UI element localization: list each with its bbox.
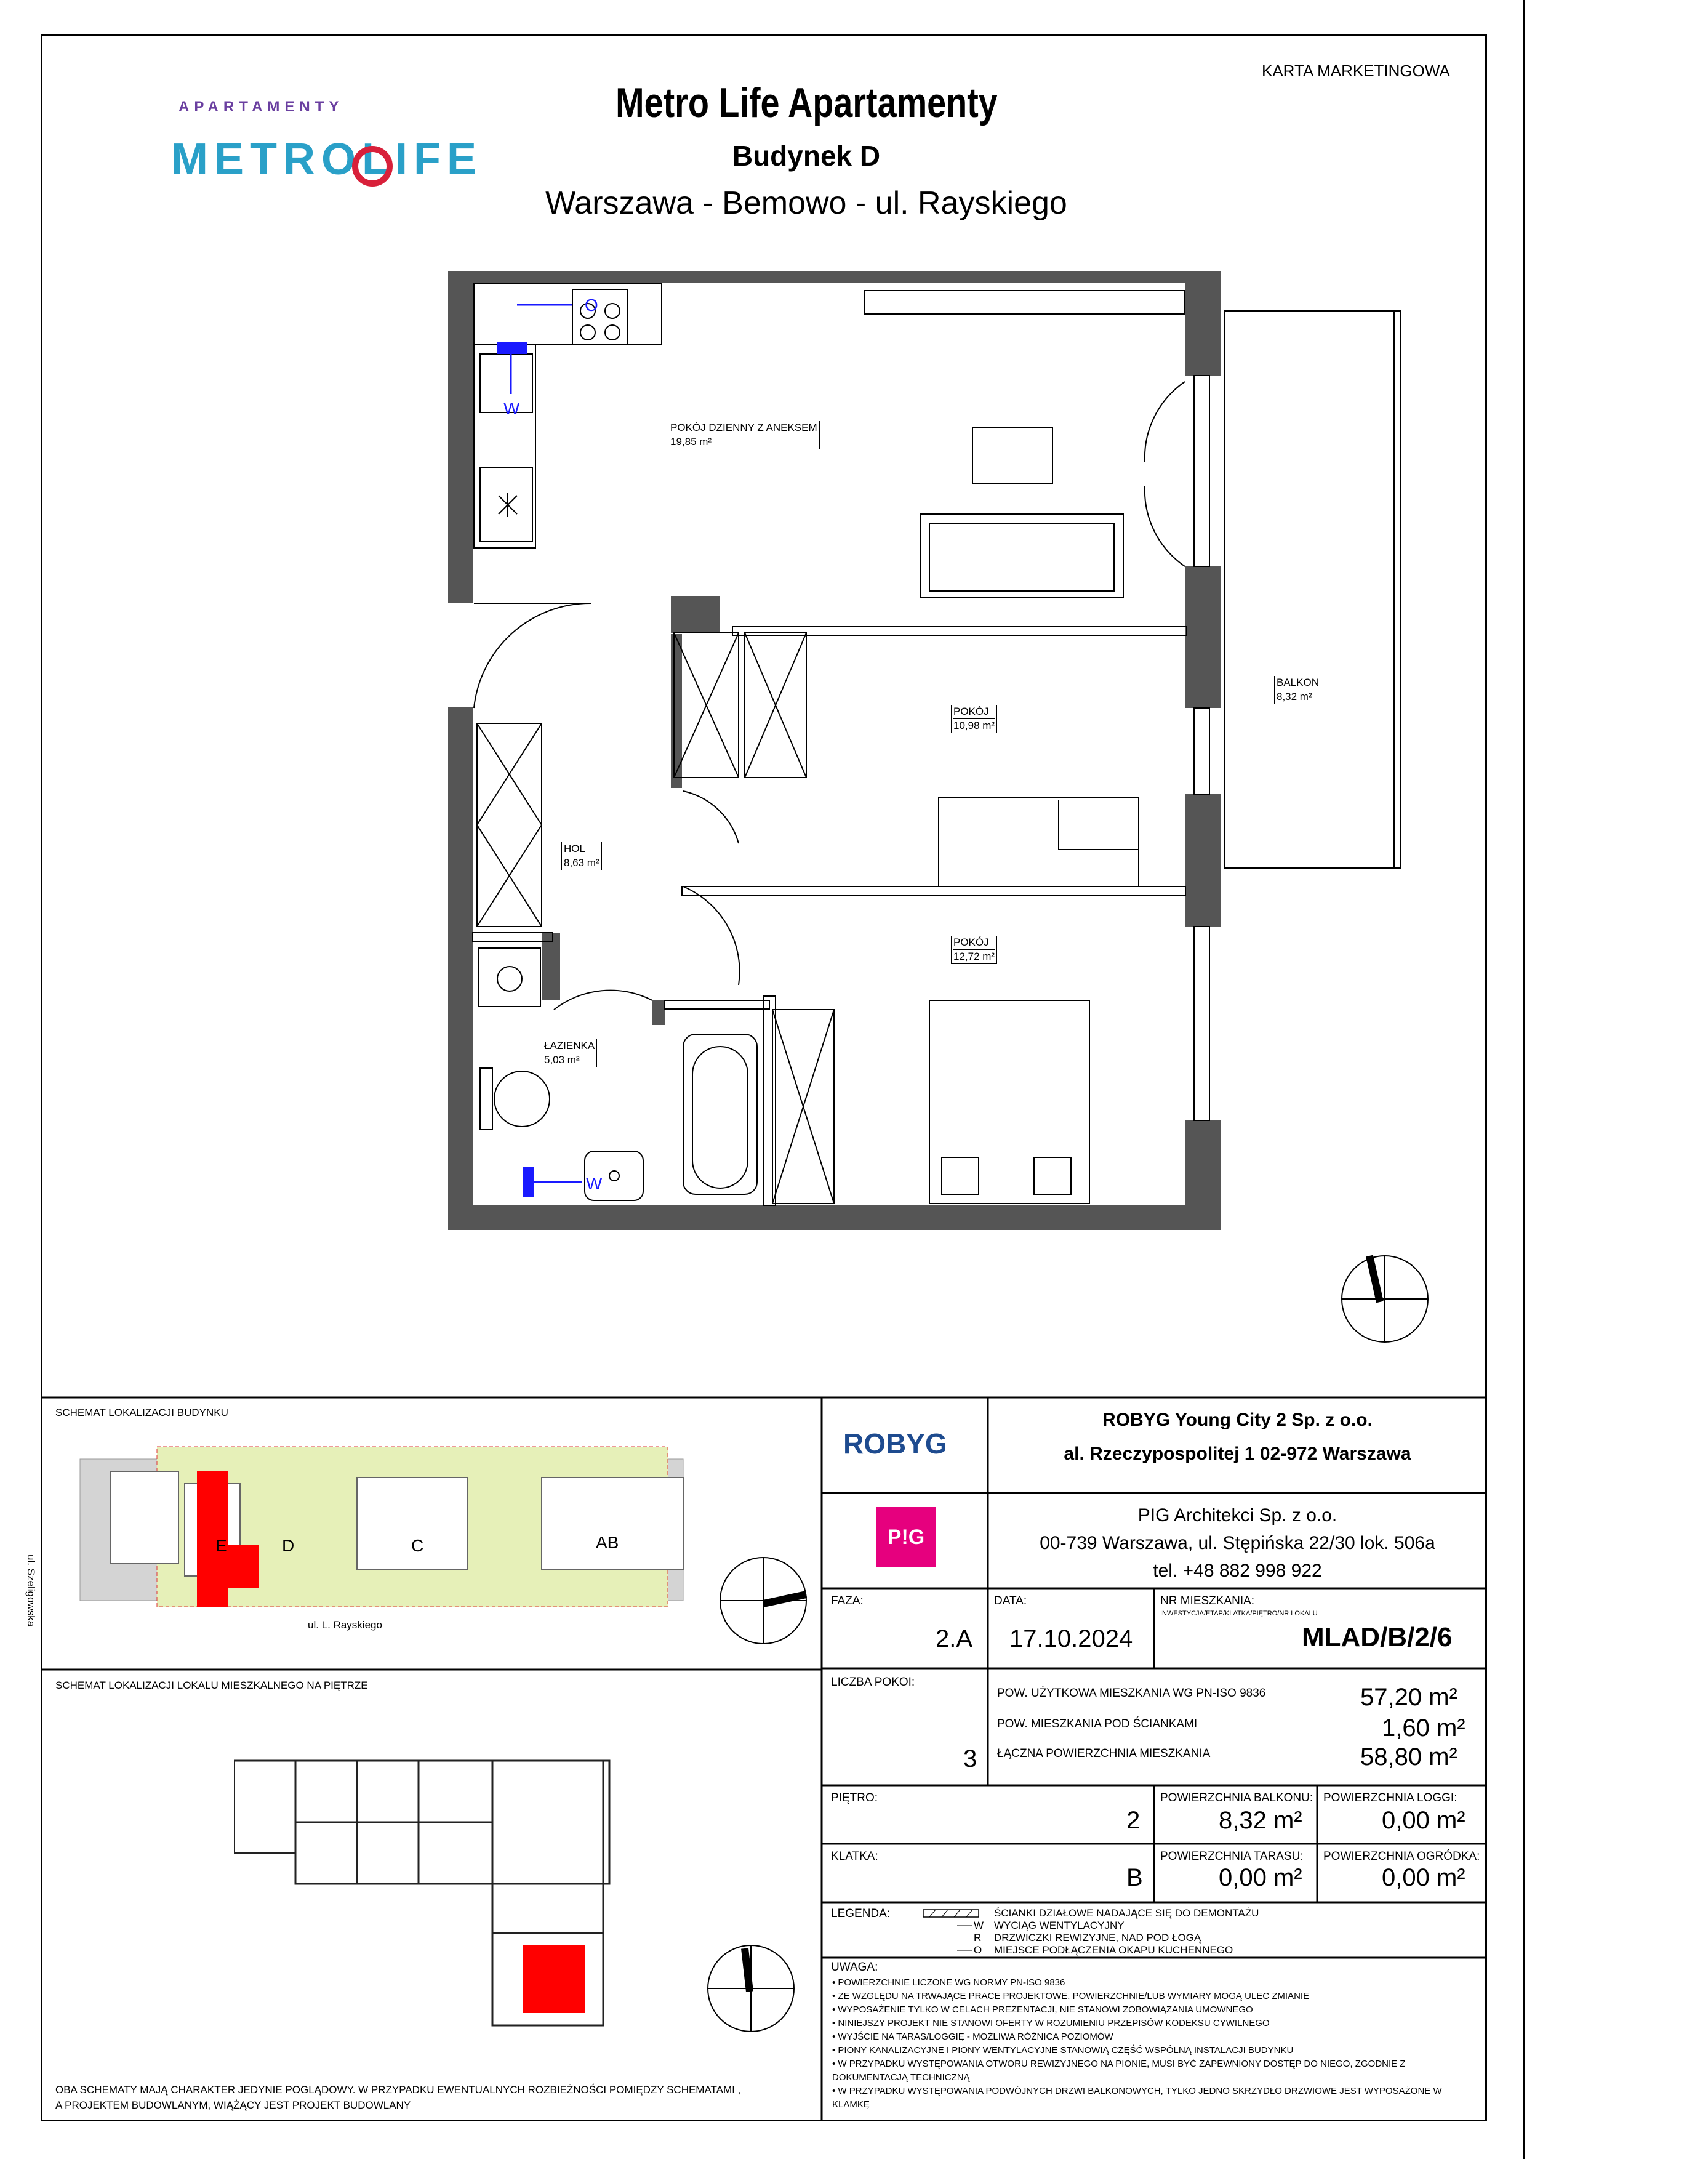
- floor-schema-map: [234, 1748, 640, 2032]
- floor-label: PIĘTRO:: [831, 1791, 878, 1804]
- room-name: POKÓJ DZIENNY Z ANEKSEM: [670, 421, 817, 435]
- nr-label: NR MIESZKANIA:: [1160, 1594, 1255, 1607]
- notes-list: [832, 1976, 1481, 2112]
- terrace-value: 0,00 m²: [1219, 1864, 1302, 1891]
- legend-item-3: DRZWICZKI REWIZYJNE, NAD POD ŁOGĄ: [994, 1932, 1201, 1944]
- garden-value: 0,00 m²: [1382, 1864, 1465, 1891]
- page-title-text: Metro Life Apartamenty: [615, 79, 998, 126]
- note-text: ZE WZGLĘDU NA TRWAJĄCE PRACE PROJEKTOWE, POWIERZCHNIE/LUB WYMIARY MOGĄ ULEC ZMIANIE: [838, 1991, 1310, 2001]
- note-text: WYJŚCIE NA TARAS/LOGGIĘ - MOŻLIWA RÓŻNICA POZIOMÓW: [838, 2032, 1113, 2042]
- room-area: 10,98 m²: [953, 720, 995, 731]
- address: Warszawa - Bemowo - ul. Rayskiego: [545, 185, 1067, 221]
- data-label: DATA:: [994, 1594, 1027, 1607]
- terrace-label: POWIERZCHNIA TARASU:: [1160, 1850, 1304, 1863]
- building-label-d: D: [282, 1536, 295, 1555]
- faza-value: 2.A: [936, 1625, 973, 1652]
- notes-label: UWAGA:: [831, 1961, 878, 1974]
- logo-subtitle: APARTAMENTY: [178, 99, 344, 115]
- note-item: • NINIEJSZY PROJEKT NIE STANOWI OFERTY W ROZUMIENIU PRZEPISÓW KODEKSU CYWILNEGO: [832, 2018, 1270, 2028]
- floor-value: 2: [1126, 1807, 1141, 1834]
- legend-sym-w: W: [974, 1920, 984, 1931]
- area2-value: 1,60 m²: [1382, 1715, 1465, 1742]
- legend-sym-o: O: [974, 1944, 982, 1956]
- developer-name: ROBYG Young City 2 Sp. z o.o.: [1102, 1410, 1373, 1430]
- page-edge-line: [1523, 0, 1525, 2159]
- loggia-label: POWIERZCHNIA LOGGI:: [1323, 1791, 1457, 1804]
- street-left-label: ul. Szeligowska: [25, 1554, 37, 1627]
- site-schema-title: SCHEMAT LOKALIZACJI BUDYNKU: [55, 1407, 228, 1418]
- architect-address: 00-739 Warszawa, ul. Stępińska 22/30 lok. 506a: [1040, 1533, 1435, 1553]
- note-text: W PRZYPADKU WYSTĘPOWANIA OTWORU REWIZYJNEGO NA PIONIE, MUSI BYĆ ZAPEWNIONY DOSTĘP DO NIEGO, ZGODNIE Z DOKUMENTACJĄ TECHNICZNĄ: [832, 2059, 1406, 2083]
- note-text: PIONY KANALIZACYJNE I PIONY WENTYLACYJNE STANOWIĄ CZĘŚĆ WSPÓLNĄ INSTALACJI BUDYNKU: [838, 2045, 1294, 2056]
- note-item: • PIONY KANALIZACYJNE I PIONY WENTYLACYJNE STANOWIĄ CZĘŚĆ WSPÓLNĄ INSTALACJI BUDYNKU: [832, 2045, 1294, 2056]
- room-area: 19,85 m²: [670, 436, 712, 448]
- legend-sym-r: R: [974, 1932, 982, 1944]
- building-label-c: C: [411, 1536, 424, 1555]
- building-label-e: E: [215, 1536, 227, 1555]
- note-text: WYPOSAŻENIE TYLKO W CELACH PREZENTACJI, NIE STANOWI ZOBOWIĄZANIA UMOWNEGO: [838, 2004, 1253, 2015]
- site-compass-icon: [714, 1551, 812, 1650]
- building-label-ab: AB: [596, 1533, 619, 1552]
- architect-phone: tel. +48 882 998 922: [1153, 1561, 1322, 1581]
- room-name: BALKON: [1277, 676, 1319, 690]
- balcony-value: 8,32 m²: [1219, 1807, 1302, 1834]
- floor-schema-title: SCHEMAT LOKALIZACJI LOKALU MIESZKALNEGO NA PIĘTRZE: [55, 1679, 368, 1691]
- building-name: Budynek D: [732, 140, 881, 172]
- area1-value: 57,20 m²: [1360, 1684, 1457, 1711]
- robyg-logo: ROBYG: [843, 1428, 947, 1460]
- room-name: HOL: [564, 842, 599, 856]
- schema-note-2: A PROJEKTEM BUDOWLANYM, WIĄŻĄCY JEST PROJEKT BUDOWLANY: [55, 2099, 411, 2111]
- room-area: 5,03 m²: [544, 1054, 580, 1066]
- schema-note-1: OBA SCHEMATY MAJĄ CHARAKTER JEDYNIE POGLĄDOWY. W PRZYPADKU EWENTUALNYCH ROZBIEŻNOŚCI POMIĘDZY SCHEMATAMI ,: [55, 2084, 741, 2096]
- garden-label: POWIERZCHNIA OGRÓDKA:: [1323, 1850, 1480, 1863]
- developer-address: al. Rzeczypospolitej 1 02-972 Warszawa: [1064, 1444, 1411, 1464]
- note-item: • W PRZYPADKU WYSTĘPOWANIA OTWORU REWIZYJNEGO NA PIONIE, MUSI BYĆ ZAPEWNIONY DOSTĘP DO NIEGO, ZGODNIE Z DOKUMENTACJĄ TECHNICZNĄ: [832, 2059, 1406, 2083]
- rooms-label: LICZBA POKOI:: [831, 1676, 915, 1689]
- area3-value: 58,80 m²: [1360, 1743, 1457, 1771]
- legend-item-4: MIEJSCE PODŁĄCZENIA OKAPU KUCHENNEGO: [994, 1944, 1233, 1956]
- balcony-label: POWIERZCHNIA BALKONU:: [1160, 1791, 1313, 1804]
- rooms-value: 3: [963, 1745, 977, 1772]
- nr-sublabel: INWESTYCJA/ETAP/KLATKA/PIĘTRO/NR LOKALU: [1160, 1610, 1318, 1617]
- pig-logo: P!G: [876, 1507, 936, 1567]
- architect-name: PIG Architekci Sp. z o.o.: [1137, 1505, 1337, 1526]
- faza-label: FAZA:: [831, 1594, 864, 1607]
- vent-marker-bath: W: [586, 1174, 603, 1193]
- vent-marker-kitchen: W: [503, 399, 520, 418]
- note-item: • ZE WZGLĘDU NA TRWAJĄCE PRACE PROJEKTOWE, POWIERZCHNIE/LUB WYMIARY MOGĄ ULEC ZMIANIE: [832, 1991, 1310, 2001]
- room-area: 8,32 m²: [1277, 691, 1312, 702]
- stair-value: B: [1126, 1864, 1143, 1891]
- area3-label: ŁĄCZNA POWIERZCHNIA MIESZKANIA: [997, 1747, 1211, 1760]
- marketing-label: KARTA MARKETINGOWA: [1262, 62, 1450, 80]
- hood-marker: O: [585, 296, 598, 315]
- note-item: • WYPOSAŻENIE TYLKO W CELACH PREZENTACJI, NIE STANOWI ZOBOWIĄZANIA UMOWNEGO: [832, 2004, 1253, 2015]
- legend-item-2: WYCIĄG WENTYLACYJNY: [994, 1920, 1125, 1931]
- stair-label: KLATKA:: [831, 1850, 878, 1863]
- room-name: POKÓJ: [953, 936, 995, 950]
- street-bottom-label: ul. L. Rayskiego: [308, 1619, 382, 1631]
- note-item: • WYJŚCIE NA TARAS/LOGGIĘ - MOŻLIWA RÓŻNICA POZIOMÓW: [832, 2032, 1113, 2042]
- area1-label: POW. UŻYTKOWA MIESZKANIA WG PN-ISO 9836: [997, 1687, 1266, 1700]
- nr-value: MLAD/B/2/6: [1302, 1622, 1453, 1652]
- area2-label: POW. MIESZKANIA POD ŚCIANKAMI: [997, 1718, 1198, 1731]
- legend-item-1: ŚCIANKI DZIAŁOWE NADAJĄCE SIĘ DO DEMONTAŻU: [994, 1907, 1259, 1919]
- room-area: 8,63 m²: [564, 857, 599, 869]
- note-text: NINIEJSZY PROJEKT NIE STANOWI OFERTY W ROZUMIENIU PRZEPISÓW KODEKSU CYWILNEGO: [838, 2018, 1270, 2028]
- floor-compass-icon: [702, 1939, 800, 2038]
- legend-label: LEGENDA:: [831, 1907, 891, 1920]
- room-name: POKÓJ: [953, 705, 995, 719]
- note-item: • POWIERZCHNIE LICZONE WG NORMY PN-ISO 9836: [832, 1977, 1065, 1988]
- note-item: • W PRZYPADKU WYSTĘPOWANIA PODWÓJNYCH DRZWI BALKONOWYCH, TYLKO JEDNO SKRZYDŁO DRZWIOWE JEST WYPOSAŻONE W KLAMKĘ: [832, 2086, 1442, 2110]
- room-area: 12,72 m²: [953, 951, 995, 962]
- logo-main: METROLIFE: [171, 135, 483, 184]
- data-value: 17.10.2024: [1009, 1625, 1133, 1652]
- loggia-value: 0,00 m²: [1382, 1807, 1465, 1834]
- note-text: POWIERZCHNIE LICZONE WG NORMY PN-ISO 9836: [838, 1977, 1065, 1988]
- note-text: W PRZYPADKU WYSTĘPOWANIA PODWÓJNYCH DRZWI BALKONOWYCH, TYLKO JEDNO SKRZYDŁO DRZWIOWE JEST WYPOSAŻONE W KLAMKĘ: [832, 2086, 1442, 2110]
- room-name: ŁAZIENKA: [544, 1039, 595, 1053]
